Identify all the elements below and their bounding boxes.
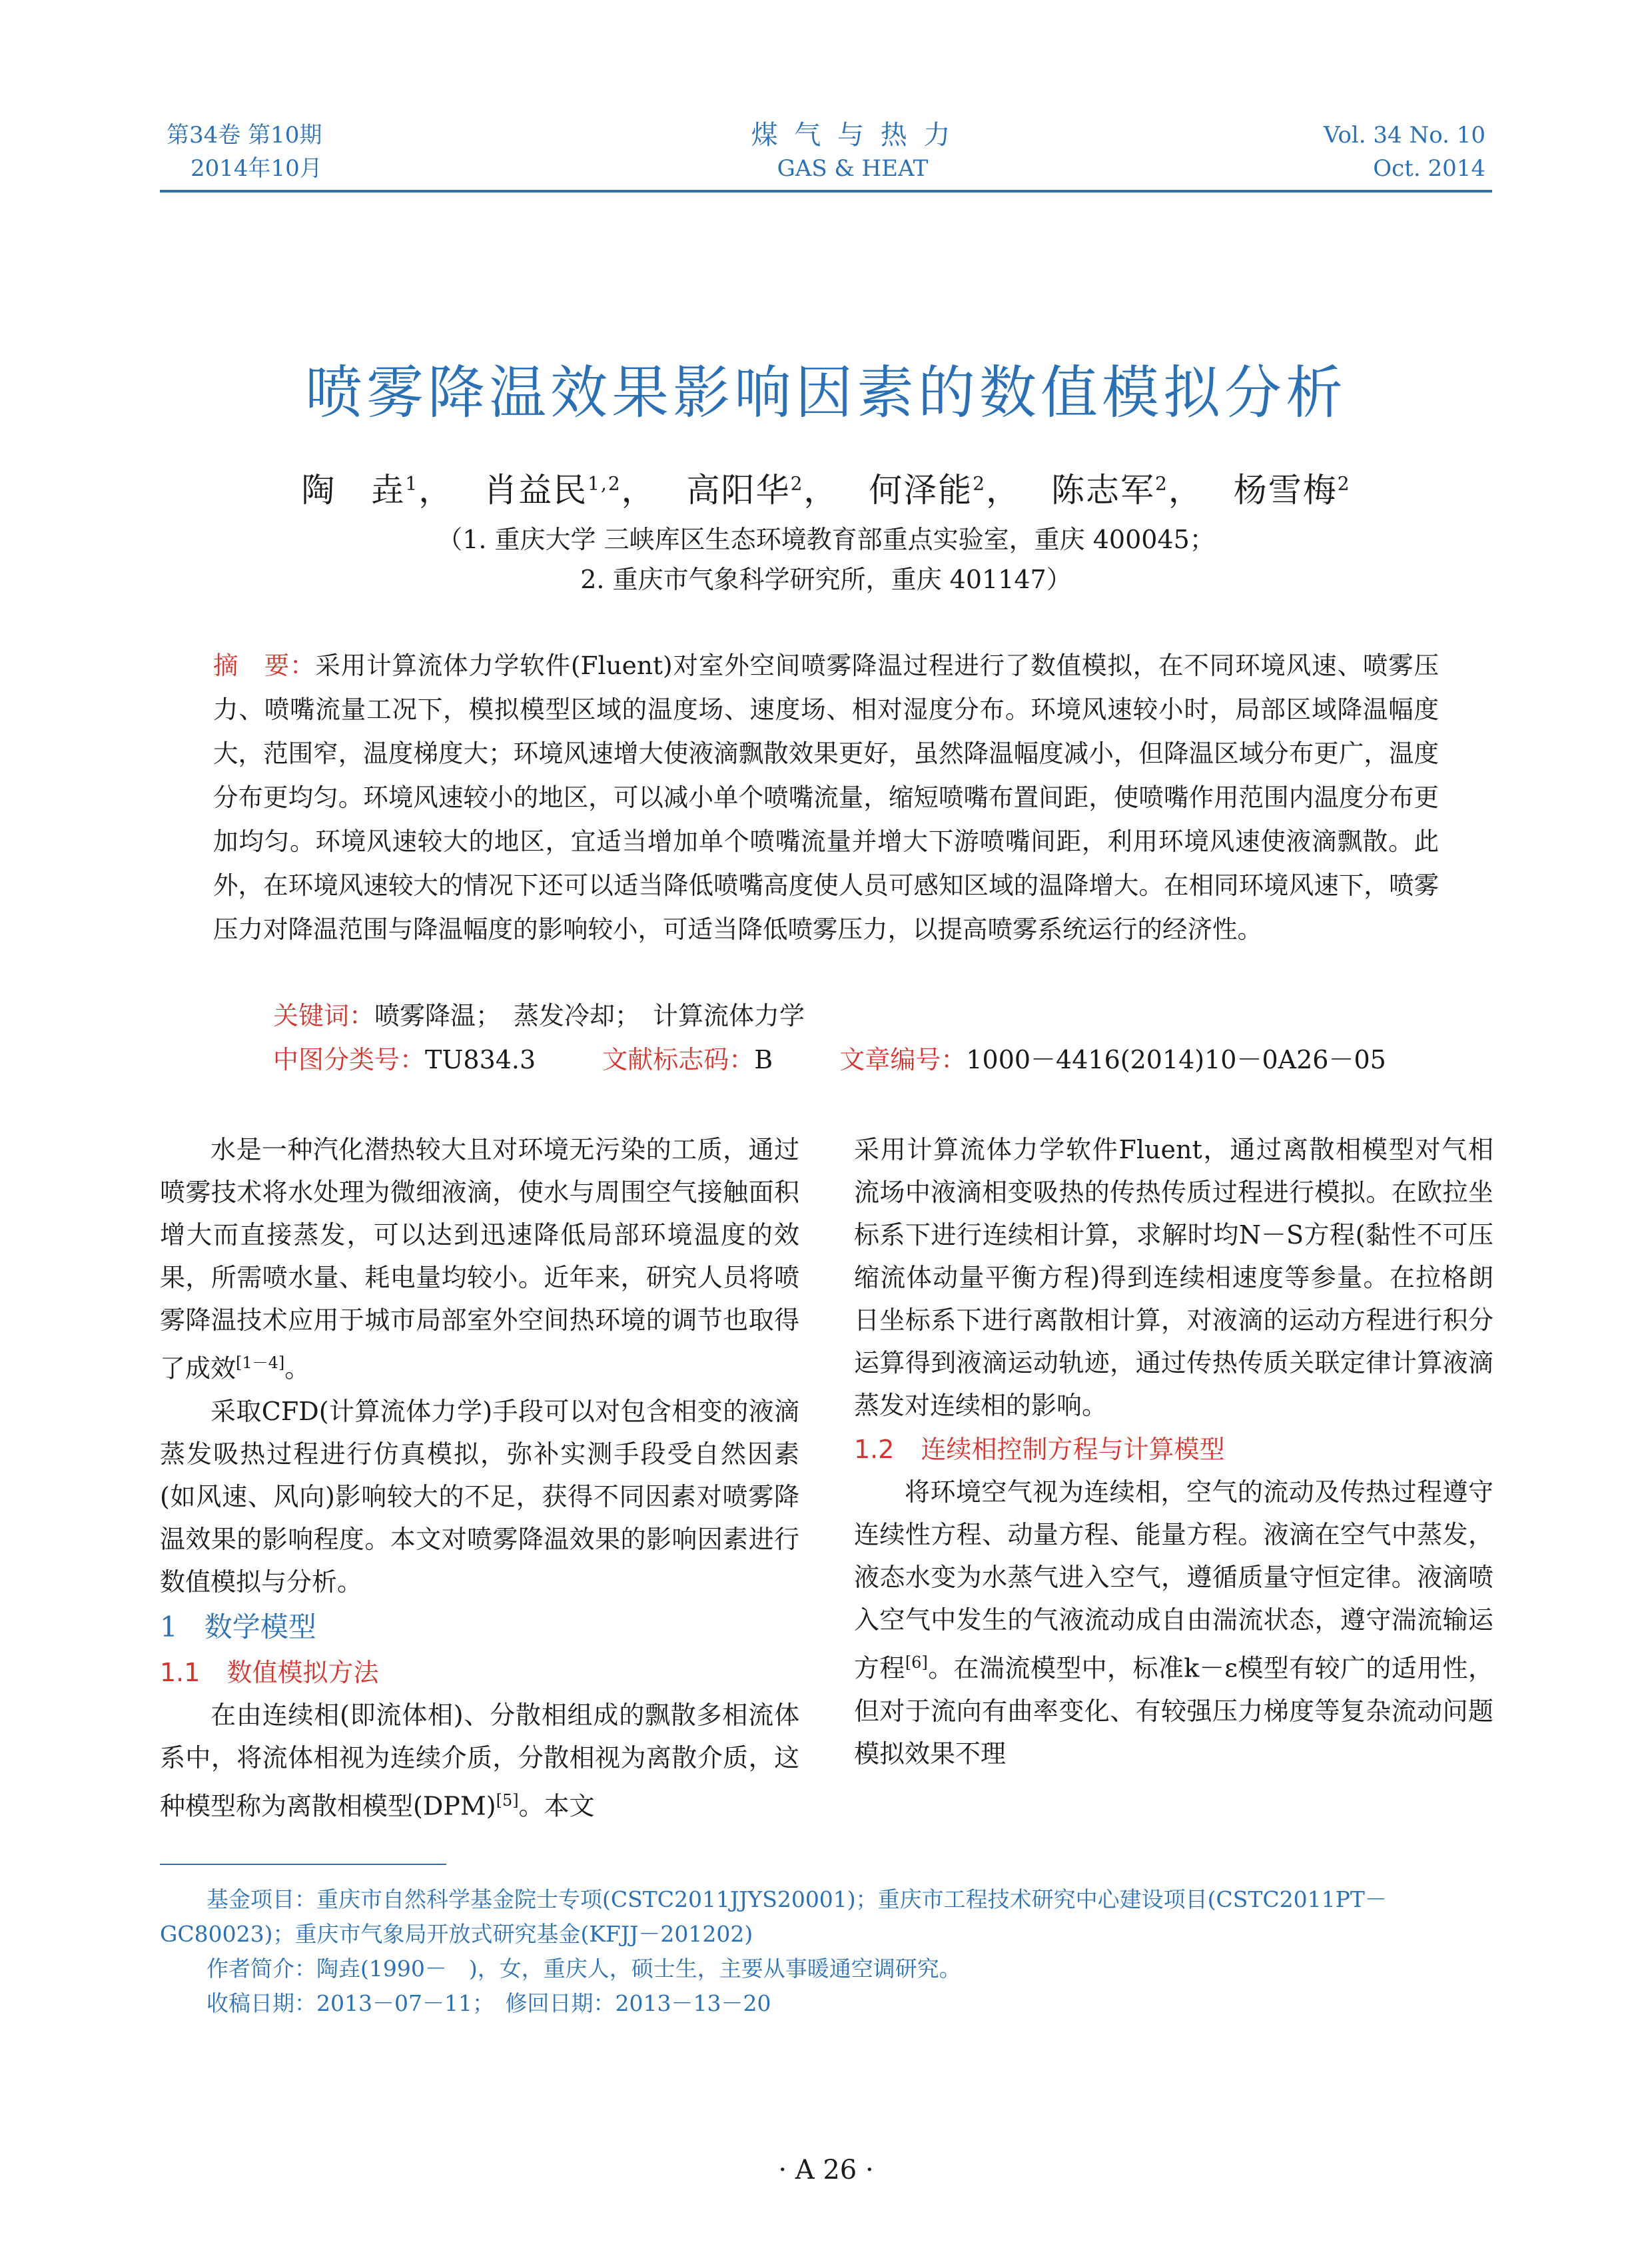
footnote-label: 作者简介： <box>206 1956 316 1982</box>
header-date-cn: 2014年10月 <box>191 155 322 182</box>
author: 陶 垚$^1$， <box>301 470 454 510</box>
header-journal-cn: 煤 气 与 热 力 <box>751 120 955 151</box>
document-code <box>602 1045 773 1074</box>
footnote-text: 2013－13－20 <box>615 1990 771 2016</box>
header-rule <box>160 190 1492 192</box>
abstract <box>213 643 1439 951</box>
article-number-value: 1000－4416(2014)10－0A26－05 <box>966 1045 1386 1074</box>
article-number-label: 文章编号： <box>839 1045 967 1074</box>
citation: [6] <box>905 1653 928 1672</box>
body-column-left <box>160 1128 799 1827</box>
author-affiliation-mark: 2 <box>790 472 804 494</box>
author: 陈志军$^2$， <box>1051 470 1203 510</box>
subsection-title: 连续相控制方程与计算模型 <box>921 1435 1225 1464</box>
header-volume-block <box>167 119 322 185</box>
author-affiliation-mark: 1,2 <box>588 472 621 494</box>
footnote-text: 2013－07－11； <box>316 1990 484 2016</box>
section-heading <box>160 1605 799 1650</box>
author <box>1234 471 1351 510</box>
author-affiliation-mark: 1 <box>405 472 419 494</box>
article-number <box>839 1045 1386 1074</box>
author: 肖益民$^{1,2}$， <box>484 470 656 510</box>
classification-row <box>273 1038 1472 1082</box>
footnote-rule <box>160 1864 446 1865</box>
paragraph-text: 在由连续相(即流体相)、分散相组成的飘散多相流体系中，将流体相视为连续介质，分散相视为离散介质，这种模型称为离散相模型(DPM) <box>160 1700 799 1821</box>
footnote-dates <box>160 1986 1492 2021</box>
document-code-label: 文献标志码： <box>602 1045 755 1074</box>
section-title: 数学模型 <box>204 1610 316 1643</box>
body-paragraph <box>160 1128 799 1390</box>
header-volume-issue: 第34卷 第10期 <box>167 122 322 149</box>
paper-title: 喷雾降温效果影响因素的数值模拟分析 <box>305 360 1347 426</box>
subsection-number: 1.2 <box>854 1435 895 1464</box>
clc-value: TU834.3 <box>425 1045 536 1074</box>
author: 高阳华$^2$， <box>686 470 839 510</box>
header-journal-en: GAS & HEAT <box>777 155 929 182</box>
header-volume-en-block <box>1324 119 1485 185</box>
author-name: 肖益民 <box>484 470 588 510</box>
citation: [1－4] <box>236 1353 285 1372</box>
footnote-fund <box>160 1882 1492 1952</box>
header-date-en: Oct. 2014 <box>1373 155 1485 182</box>
section-number: 1 <box>160 1610 178 1643</box>
subsection-heading <box>854 1428 1493 1471</box>
author-affiliation-mark: 2 <box>1155 472 1168 494</box>
footnote-label: 基金项目： <box>206 1886 316 1912</box>
clc-code <box>273 1045 536 1074</box>
body-column-right <box>854 1128 1493 1775</box>
paragraph-text: 。在湍流模型中，标准k－ε模型有较广的适用性，但对于流向有曲率变化、有较强压力梯度等复杂流动问题模拟效果不理 <box>854 1653 1493 1768</box>
author-affiliation-mark: 2 <box>973 472 987 494</box>
paragraph-text: 。 <box>284 1353 310 1383</box>
paragraph-text: 将环境空气视为连续相，空气的流动及传热过程遵守连续性方程、动量方程、能量方程。液滴在空气中蒸发，液态水变为水蒸气进入空气，遵循质量守恒定律。液滴喷入空气中发生的气液流动成自由湍流状态，遵守湍流输运方程 <box>854 1477 1493 1683</box>
footnote-label: 收稿日期： <box>206 1990 316 2016</box>
keywords-label: 关键词： <box>273 1001 375 1030</box>
author-name: 杨雪梅 <box>1233 470 1338 510</box>
author-name: 何泽能 <box>869 470 973 510</box>
body-paragraph <box>160 1694 799 1828</box>
document-code-value: B <box>754 1045 773 1074</box>
body-paragraph-continued: 采用计算流体力学软件Fluent，通过离散相模型对气相流场中液滴相变吸热的传热传质过程进行模拟。在欧拉坐标系下进行连续相计算，求解时均N－S方程(黏性不可压缩流体动量平衡方程)得到连续相速度等参量。在拉格朗日坐标系下进行离散相计算，对液滴的运动方程进行积分运算得到液滴运动轨迹，通过传热传质关联定律计算液滴蒸发对连续相的影响。 <box>854 1135 1493 1420</box>
keywords-text: 喷雾降温； 蒸发冷却； 计算流体力学 <box>374 1001 805 1030</box>
footnote-label: 修回日期： <box>505 1990 616 2016</box>
footnote-author <box>160 1952 1492 1986</box>
footnotes <box>160 1882 1492 2021</box>
body-paragraph: 采取CFD(计算流体力学)手段可以对包含相变的液滴蒸发吸热过程进行仿真模拟，弥补实测手段受自然因素(如风速、风向)影响较大的不足，获得不同因素对喷雾降温效果的影响程度。本文对喷雾降温效果的影响因素进行数值模拟与分析。 <box>160 1396 799 1597</box>
page-number: · A 26 · <box>778 2155 874 2185</box>
author-list <box>160 457 1492 517</box>
author-name: 高阳华 <box>686 470 791 510</box>
clc-label: 中图分类号： <box>273 1045 426 1074</box>
abstract-text: 采用计算流体力学软件(Fluent)对室外空间喷雾降温过程进行了数值模拟，在不同环境风速、喷雾压力、喷嘴流量工况下，模拟模型区域的温度场、速度场、相对湿度分布。环境风速较小时，局部区域降温幅度大，范围窄，温度梯度大；环境风速增大使液滴飘散效果更好，虽然降温幅度减小，但降温区域分布更广，温度分布更均匀。环境风速较小的地区，可以减小单个喷嘴流量，缩短喷嘴布置间距，使喷嘴作用范围内温度分布更加均匀。环境风速较大的地区，宜适当增加单个喷嘴流量并增大下游喷嘴间距，利用环境风速使液滴飘散。此外，在环境风速较大的情况下还可以适当降低喷嘴高度使人员可感知区域的温降增大。在相同环境风速下，喷雾压力对降温范围与降温幅度的影响较小，可适当降低喷雾压力，以提高喷雾系统运行的经济性。 <box>213 651 1440 944</box>
keywords <box>273 994 1439 1038</box>
footnote-text: 重庆市自然科学基金院士专项(CSTC2011JJYS20001)；重庆市工程技术研究中心建设项目(CSTC2011PT－GC80023)；重庆市气象局开放式研究基金(KFJJ－201202) <box>160 1886 1387 1947</box>
body-paragraph <box>854 1471 1493 1775</box>
affiliation-2: 2. 重庆市气象科学研究所，重庆 401147） <box>580 565 1072 594</box>
abstract-label: 摘 要： <box>213 651 316 680</box>
header-volume-en: Vol. 34 No. 10 <box>1324 122 1485 149</box>
subsection-title: 数值模拟方法 <box>226 1657 379 1687</box>
footnote-text: 陶垚(1990－ )，女，重庆人，硕士生，主要从事暖通空调研究。 <box>316 1956 961 1982</box>
header-journal-block <box>693 119 1013 185</box>
author-name: 陈志军 <box>1051 470 1156 510</box>
affiliation-1: （1. 重庆大学 三峡库区生态环境教育部重点实验室，重庆 400045； <box>437 525 1215 554</box>
author: 何泽能$^2$， <box>869 470 1021 510</box>
author-name: 陶 垚 <box>301 470 406 510</box>
author-affiliation-mark: 2 <box>1337 472 1351 494</box>
subsection-heading <box>160 1651 799 1694</box>
paragraph-text: 。本文 <box>518 1791 595 1821</box>
paragraph-text: 水是一种汽化潜热较大且对环境无污染的工质，通过喷雾技术将水处理为微细液滴，使水与周围空气接触面积增大而直接蒸发，可以达到迅速降低局部环境温度的效果，所需喷水量、耗电量均较小。近年来，研究人员将喷雾降温技术应用于城市局部室外空间热环境的调节也取得了成效 <box>160 1135 799 1383</box>
subsection-number: 1.1 <box>160 1657 201 1687</box>
citation: [5] <box>496 1790 519 1810</box>
